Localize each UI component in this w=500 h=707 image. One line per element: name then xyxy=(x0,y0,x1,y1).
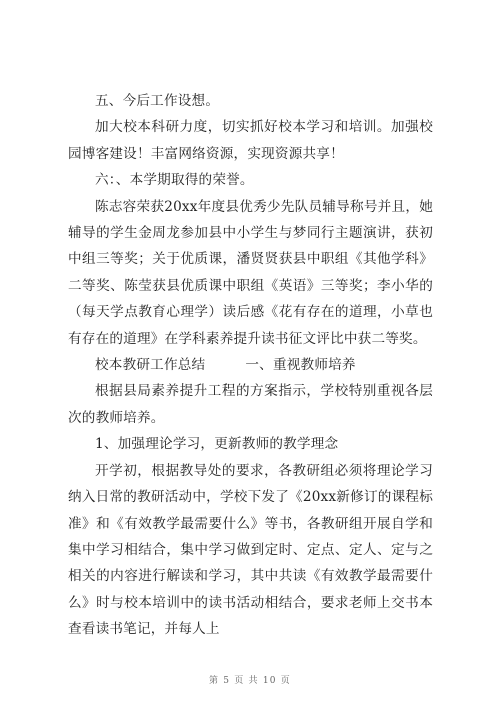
section-heading-line xyxy=(68,352,433,378)
document-body xyxy=(68,88,433,643)
section-subtitle: 一、重视教师培养 xyxy=(245,357,356,374)
heading-honors: 六：、本学期取得的荣誉。 xyxy=(95,172,254,189)
page-footer: 第 5 页 共 10 页 xyxy=(209,676,291,686)
paragraph-honors-details: 陈志容荣获20xx年度县优秀少先队员辅导称号并且，她辅导的学生金周龙参加县中小学生与梦同行主题演讲，获初中组三等奖；关于优质课，潘贤贤获县中职组《其他学科》二等奖、陈莹获县优质课中职组《英语》三等奖；李小华的（每天学点教育心理学）读后感《花有存在的道理，小草也有存在的道理》在学科素养提升读书征文评比中获二等奖。 xyxy=(68,198,433,347)
subheading-theory-study: 1、加强理论学习，更新教师的教学理念 xyxy=(95,436,339,453)
paragraph-semester-start: 开学初，根据教导处的要求，各教研组必须将理论学习纳入日常的教研活动中，学校下发了《20xx新修订的课程标准》和《有效教学最需要什么》等书，各教研组开展自学和集中学习相结合，集中学习做到定时、定点、定人、定与之相关的内容进行解读和学习，其中共读《有效教学最需要什么》时与校本培训中的读书活动相结合，要求老师上交书本查看读书笔记，并每人上 xyxy=(68,462,433,638)
heading-future-plans: 五、今后工作设想。 xyxy=(95,93,220,109)
section-title: 校本教研工作总结 xyxy=(95,357,206,374)
paragraph-teacher-training: 根据县局素养提升工程的方案指示，学校特别重视各层次的教师培养。 xyxy=(68,383,433,426)
paragraph-research-plan: 加大校本科研力度，切实抓好校本学习和培训。加强校园博客建设！丰富网络资源，实现资源共享！ xyxy=(68,119,433,162)
